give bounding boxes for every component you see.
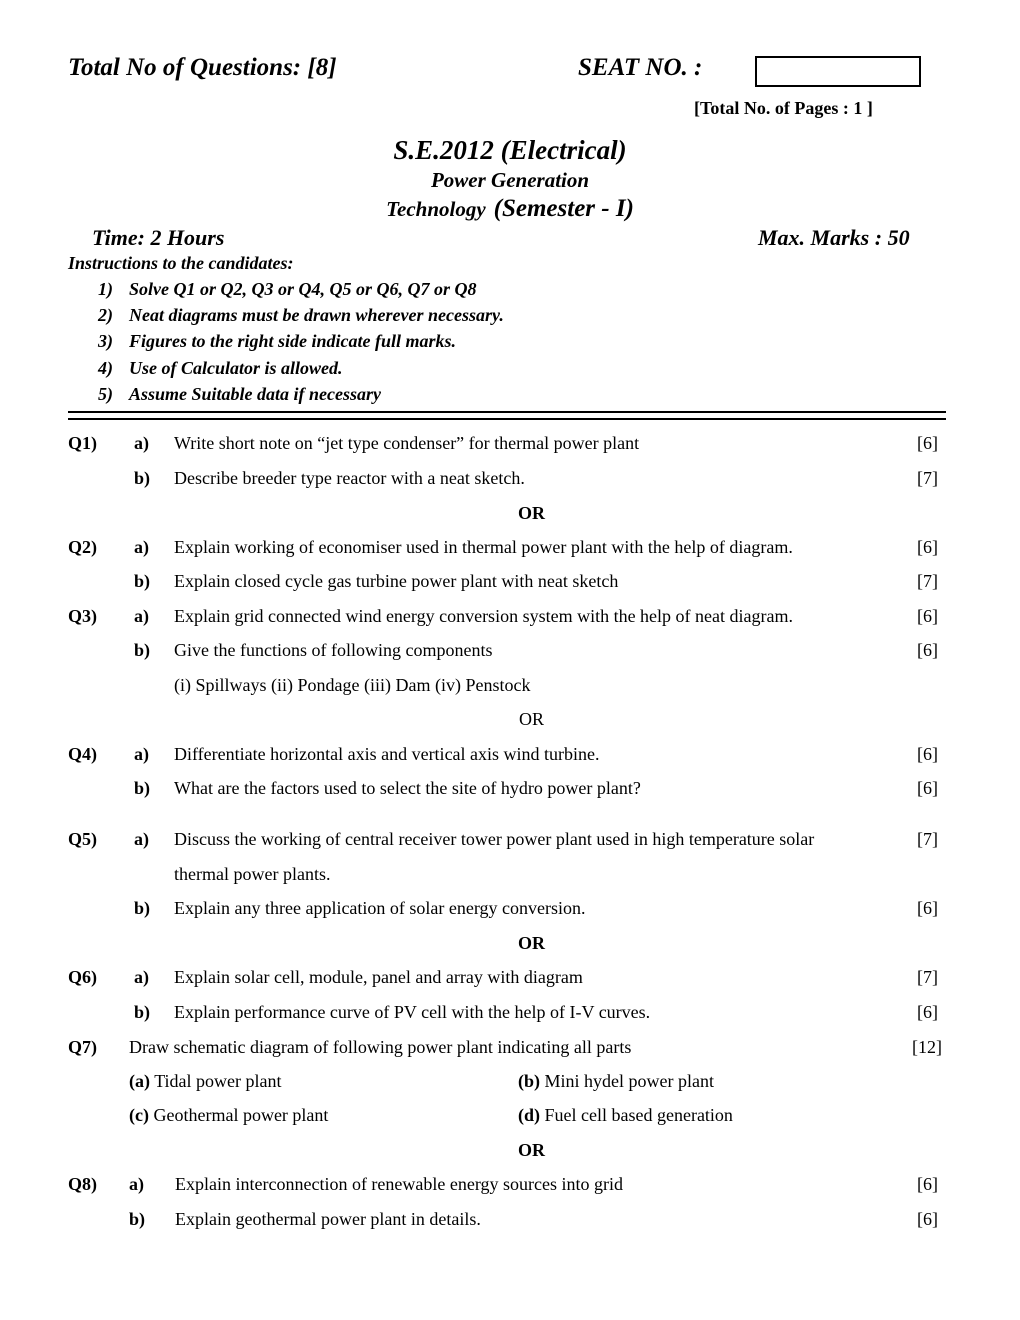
question-label: Q8)	[68, 1174, 97, 1194]
instruction-num: 5)	[98, 384, 113, 404]
question-text: Explain grid connected wind energy conversion system with the help of neat diagram.	[174, 606, 793, 626]
option-text: Mini hydel power plant	[544, 1071, 714, 1091]
option-text: Tidal power plant	[154, 1071, 282, 1091]
marks: [6]	[917, 1174, 938, 1194]
option-text: Geothermal power plant	[153, 1105, 329, 1125]
part-label: a)	[134, 967, 149, 987]
marks: [6]	[917, 1002, 938, 1022]
question-text: Differentiate horizontal axis and vertical axis wind turbine.	[174, 744, 600, 764]
instruction-num: 2)	[98, 305, 113, 325]
question-text: Draw schematic diagram of following power plant indicating all parts	[129, 1037, 632, 1057]
question-text: What are the factors used to select the site of hydro power plant?	[174, 778, 641, 798]
total-questions: Total No of Questions: [8]	[68, 54, 337, 81]
or-separator: OR	[519, 709, 545, 729]
part-label: b)	[134, 898, 151, 918]
marks: [6]	[917, 1209, 938, 1229]
instruction-text: Solve Q1 or Q2, Q3 or Q4, Q5 or Q6, Q7 or Q8	[129, 279, 477, 299]
question-label: Q1)	[68, 433, 97, 453]
instruction-num: 4)	[98, 358, 113, 378]
part-label: b)	[134, 640, 151, 660]
seat-no-label: SEAT NO. :	[578, 54, 703, 81]
total-pages: [Total No. of Pages : 1 ]	[694, 98, 873, 118]
option-b	[518, 1071, 714, 1092]
question-label: Q6)	[68, 967, 97, 987]
instruction-text: Neat diagrams must be drawn wherever necessary.	[129, 305, 504, 325]
time: Time: 2 Hours	[92, 225, 225, 250]
question-label: Q7)	[68, 1037, 97, 1057]
question-text-continued: thermal power plants.	[174, 864, 331, 884]
part-label: a)	[134, 744, 149, 764]
instruction-text: Figures to the right side indicate full marks.	[129, 331, 457, 351]
question-label: Q4)	[68, 744, 97, 764]
marks: [7]	[917, 967, 938, 987]
subject-technology: Technology	[386, 197, 486, 221]
question-text: Give the functions of following components	[174, 640, 493, 660]
marks: [6]	[917, 606, 938, 626]
part-label: b)	[134, 778, 151, 798]
instruction-num: 3)	[98, 331, 113, 351]
question-text: Explain interconnection of renewable energy sources into grid	[175, 1174, 624, 1194]
option-label: (c)	[129, 1105, 149, 1125]
marks: [6]	[917, 433, 938, 453]
or-separator: OR	[518, 503, 545, 523]
marks: [12]	[912, 1037, 942, 1057]
marks: [7]	[917, 829, 938, 849]
instruction-text: Use of Calculator is allowed.	[129, 358, 343, 378]
part-label: a)	[134, 433, 149, 453]
max-marks: Max. Marks : 50	[758, 225, 910, 250]
question-text: Explain any three application of solar energy conversion.	[174, 898, 586, 918]
part-label: a)	[134, 606, 149, 626]
part-label: b)	[134, 1002, 151, 1022]
question-text: Discuss the working of central receiver tower power plant used in high temperature solar	[174, 829, 815, 849]
marks: [7]	[917, 571, 938, 591]
part-label: a)	[134, 829, 149, 849]
question-text: Explain performance curve of PV cell with the help of I-V curves.	[174, 1002, 651, 1022]
option-text: Fuel cell based generation	[544, 1105, 733, 1125]
question-text: Explain solar cell, module, panel and array with diagram	[174, 967, 583, 987]
part-label: b)	[129, 1209, 146, 1229]
question-label: Q2)	[68, 537, 97, 557]
subject-line-2	[0, 195, 1020, 223]
semester: (Semester - I)	[493, 195, 634, 222]
marks: [6]	[917, 640, 938, 660]
option-a	[129, 1071, 282, 1092]
question-text: Explain working of economiser used in thermal power plant with the help of diagram.	[174, 537, 793, 557]
separator-rule	[68, 411, 946, 425]
instruction-num: 1)	[98, 279, 113, 299]
option-label: (d)	[518, 1105, 540, 1125]
or-separator: OR	[518, 1140, 545, 1160]
question-label: Q5)	[68, 829, 97, 849]
option-c	[129, 1105, 328, 1126]
question-label: Q3)	[68, 606, 97, 626]
part-label: b)	[134, 468, 151, 488]
question-text: Explain closed cycle gas turbine power plant with neat sketch	[174, 571, 619, 591]
question-text: Write short note on “jet type condenser” for thermal power plant	[174, 433, 640, 453]
question-subtext: (i) Spillways (ii) Pondage (iii) Dam (iv) Penstock	[174, 675, 531, 695]
part-label: a)	[134, 537, 149, 557]
part-label: b)	[134, 571, 151, 591]
seat-no-box[interactable]	[755, 56, 921, 87]
marks: [6]	[917, 898, 938, 918]
course-title: S.E.2012 (Electrical)	[393, 135, 627, 165]
subject-line-1: Power Generation	[430, 168, 590, 192]
option-d	[518, 1105, 733, 1126]
option-label: (b)	[518, 1071, 540, 1091]
instructions-title: Instructions to the candidates:	[68, 253, 294, 273]
marks: [6]	[917, 537, 938, 557]
marks: [6]	[917, 778, 938, 798]
or-separator: OR	[518, 933, 545, 953]
question-text: Describe breeder type reactor with a neat sketch.	[174, 468, 525, 488]
part-label: a)	[129, 1174, 144, 1194]
question-text: Explain geothermal power plant in details.	[175, 1209, 481, 1229]
option-label: (a)	[129, 1071, 150, 1091]
marks: [6]	[917, 744, 938, 764]
instruction-text: Assume Suitable data if necessary	[129, 384, 382, 404]
marks: [7]	[917, 468, 938, 488]
